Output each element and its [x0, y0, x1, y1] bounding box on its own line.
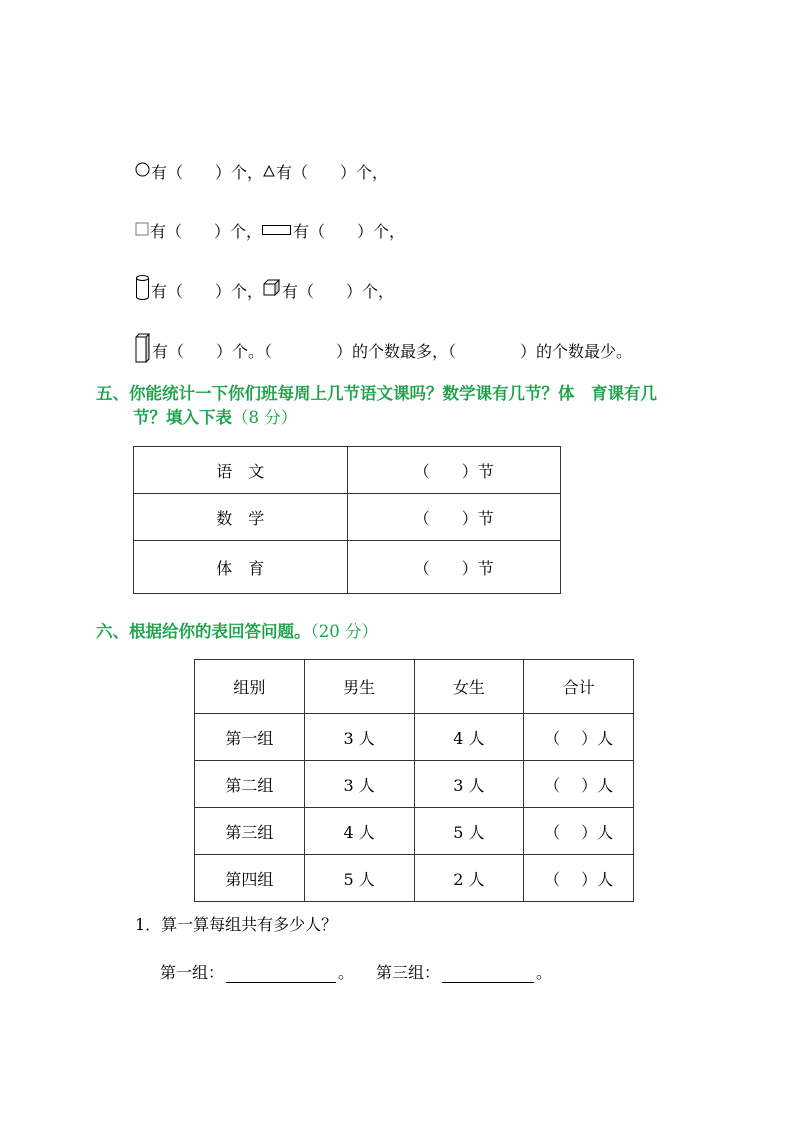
- section5-points: （8 分）: [232, 408, 298, 427]
- section5-title-line2: 节？填入下表: [133, 408, 232, 427]
- total-cell[interactable]: （ ）人: [524, 761, 634, 808]
- header-cell: 合计: [524, 660, 634, 714]
- boys-cell: 4 人: [304, 808, 414, 855]
- weekly-classes-table: [133, 446, 561, 594]
- square-count-text: 有（ ）个，: [150, 221, 263, 241]
- header-cell: 组别: [195, 660, 305, 714]
- count-cell[interactable]: （ ）节: [347, 541, 561, 594]
- table-row: [195, 855, 634, 902]
- table-header-row: [195, 660, 634, 714]
- group-cell: 第四组: [195, 855, 305, 902]
- section6-heading: [96, 620, 378, 644]
- answer-line: [160, 960, 552, 983]
- section5-title-line1: 五、你能统计一下你们班每周上几节语文课吗？数学课有几节？体 育课有几: [96, 384, 657, 403]
- table-row: [195, 808, 634, 855]
- subject-cell: 语 文: [134, 447, 348, 494]
- table-row: [134, 541, 561, 594]
- subject-cell: 数 学: [134, 494, 348, 541]
- shape-question-line-3: [135, 276, 394, 304]
- table-row: [134, 447, 561, 494]
- square-icon: [135, 221, 149, 240]
- group-table: [194, 659, 634, 902]
- header-cell: 女生: [414, 660, 524, 714]
- girls-cell: 3 人: [414, 761, 524, 808]
- cube-count-text: 有（ ）个，: [282, 281, 395, 301]
- question-1: 1．算一算每组共有多少人？: [135, 915, 338, 934]
- cylinder-count-text: 有（ ）个，: [151, 281, 264, 301]
- boys-cell: 3 人: [304, 761, 414, 808]
- total-cell[interactable]: （ ）人: [524, 808, 634, 855]
- cylinder-icon: [135, 274, 150, 306]
- table-row: [195, 761, 634, 808]
- rectangle-icon: [262, 221, 292, 240]
- header-cell: 男生: [304, 660, 414, 714]
- group-cell: 第一组: [195, 714, 305, 761]
- triangle-count-text: 有（ ）个，: [276, 162, 389, 182]
- total-cell[interactable]: （ ）人: [524, 714, 634, 761]
- table-row: [134, 494, 561, 541]
- section5-heading: [96, 382, 657, 430]
- table-row: [195, 714, 634, 761]
- cuboid-count-text: 有（ ）个。（ ）的个数最多，（ ）的个数最少。: [152, 341, 633, 361]
- group-cell: 第三组: [195, 808, 305, 855]
- boys-cell: 5 人: [304, 855, 414, 902]
- cube-icon: [263, 279, 281, 301]
- shape-question-line-4: [135, 336, 632, 364]
- count-cell[interactable]: （ ）节: [347, 494, 561, 541]
- period: 。: [536, 963, 553, 982]
- girls-cell: 2 人: [414, 855, 524, 902]
- group1-answer-blank[interactable]: [226, 964, 336, 983]
- group1-label: 第一组：: [160, 963, 225, 982]
- group3-label: 第三组：: [376, 963, 441, 982]
- section6-points: （20 分）: [310, 622, 378, 641]
- count-cell[interactable]: （ ）节: [347, 447, 561, 494]
- circle-count-text: 有（ ）个，: [151, 162, 264, 182]
- total-cell[interactable]: （ ）人: [524, 855, 634, 902]
- period: 。: [338, 963, 355, 982]
- girls-cell: 5 人: [414, 808, 524, 855]
- triangle-icon: [263, 162, 275, 181]
- shape-question-line-2: [135, 216, 405, 244]
- subject-cell: 体 育: [134, 541, 348, 594]
- girls-cell: 4 人: [414, 714, 524, 761]
- group3-answer-blank[interactable]: [442, 964, 534, 983]
- rectangle-count-text: 有（ ）个，: [293, 221, 406, 241]
- circle-icon: [135, 162, 150, 181]
- group-cell: 第二组: [195, 761, 305, 808]
- section6-title: 六、根据给你的表回答问题。: [96, 622, 311, 641]
- cuboid-icon: [135, 333, 151, 367]
- boys-cell: 3 人: [304, 714, 414, 761]
- shape-question-line-1: [135, 157, 388, 185]
